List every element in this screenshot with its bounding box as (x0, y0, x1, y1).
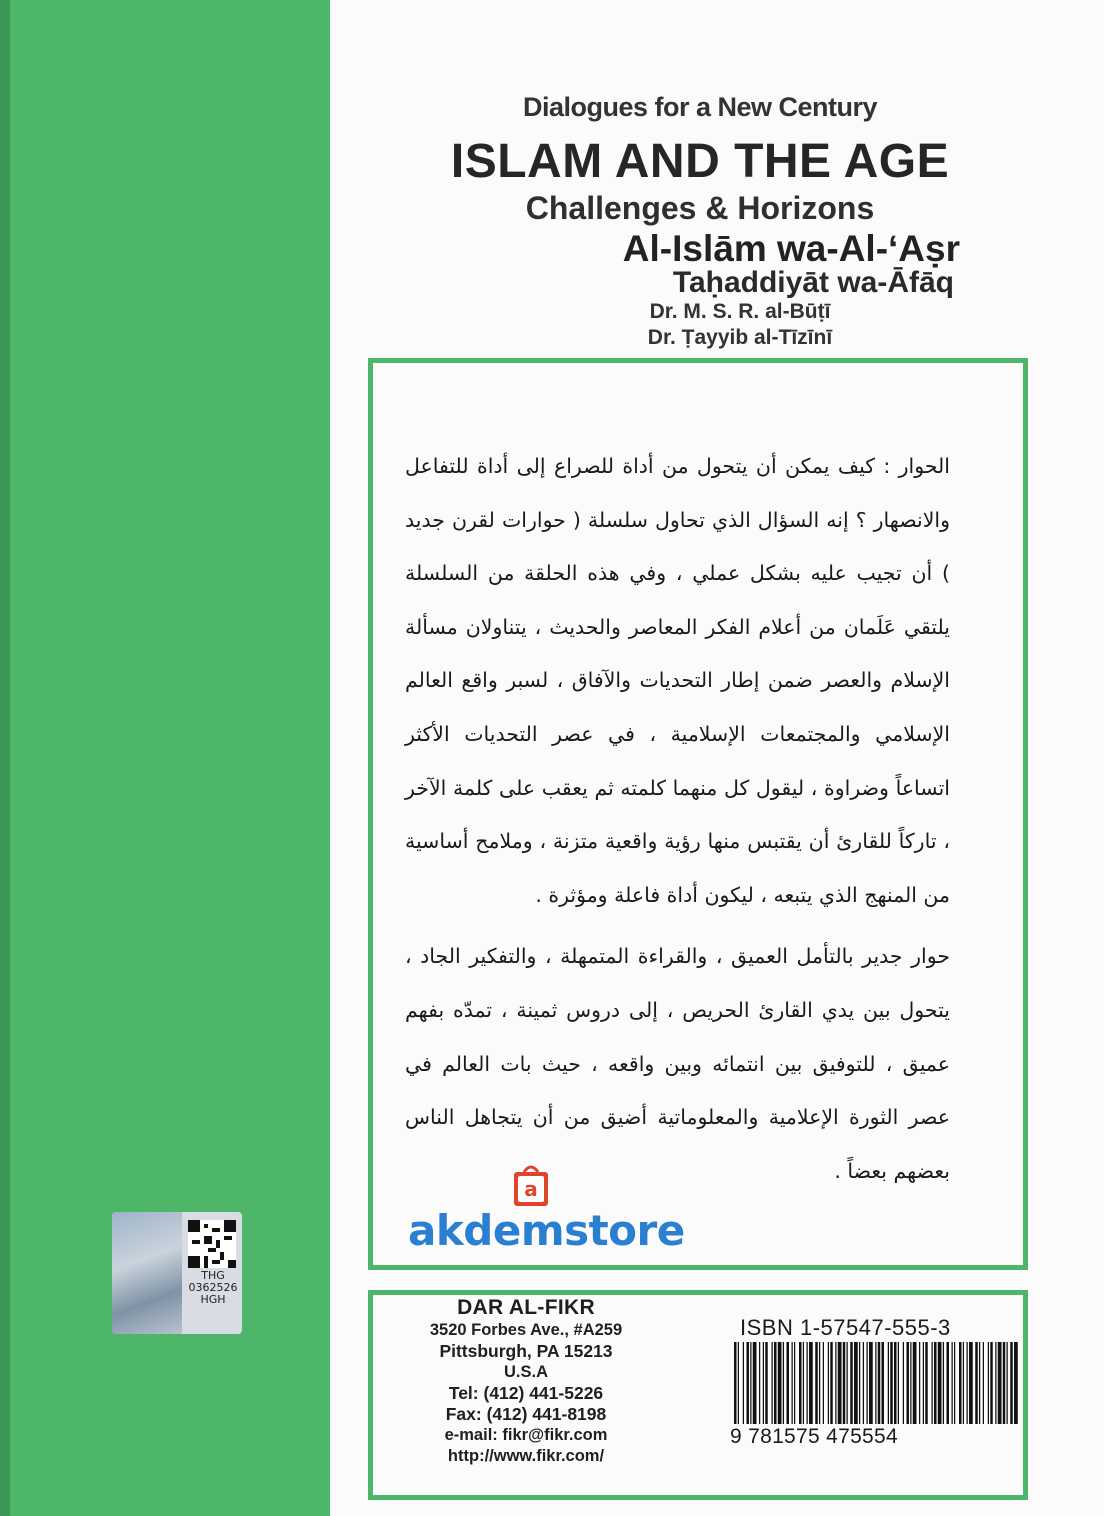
barcode-bar (867, 1342, 868, 1424)
barcode-bar (983, 1342, 984, 1424)
barcode-bar (843, 1342, 846, 1424)
barcode-bar (794, 1342, 795, 1424)
barcode-bar (998, 1342, 1002, 1424)
sticker-code: THG 0362526 HGH (188, 1269, 238, 1306)
barcode-bar (823, 1342, 824, 1424)
barcode-bar (830, 1342, 833, 1424)
logo-letter: a (524, 1177, 538, 1201)
arabic-blurb (405, 440, 950, 1198)
publisher-website: http://www.fikr.com/ (447, 1447, 605, 1465)
publisher-fax: Fax: (412) 441-8198 (445, 1404, 607, 1424)
isbn-label: ISBN 1-57547-555-3 (740, 1315, 951, 1340)
barcode-bar (952, 1342, 953, 1424)
barcode-bar (995, 1342, 996, 1424)
barcode-bar (967, 1342, 968, 1424)
barcode-bar (1003, 1342, 1006, 1424)
barcode-bar (943, 1342, 944, 1424)
barcode-bar (774, 1342, 777, 1424)
blurb-paragraph-1: الحوار : كيف يمكن أن يتحول من أداة للصراع إلى أداة للتفاعل والانصهار ؟ إنه السؤال الذي تحاول سلسلة ( حوارات لقرن جديد ) أن تجيب عليه بشكل عملي ، وفي هذه الحلقة من السلسلة يلتقي عَلَمان من أعلام الفكر المعاصر والحديث ، يتناولان مسألة الإسلام والعصر ضمن إطار التحديات والآفاق ، لسبر واقع العالم الإسلامي والمجتمعات الإسلامية ، في عصر التحديات الأكثر اتساعاً وضراوة ، ليقول كل منهما كلمته ثم يعقب على كلمة الآخر ، تاركاً للقارئ أن يقتبس منها رؤية واقعية متزنة ، وملامح أساسية من المنهج الذي يتبعه ، ليكون أداة فاعلة ومؤثرة . (405, 454, 950, 907)
publisher-address-1: 3520 Forbes Ave., #A259 (429, 1321, 623, 1339)
barcode-bar (875, 1342, 876, 1424)
barcode-bar (738, 1342, 739, 1424)
barcode-bar (838, 1342, 842, 1424)
barcode-bar (747, 1342, 750, 1424)
barcode-bar (750, 1342, 751, 1424)
publisher-email: e-mail: fikr@fikr.com (444, 1426, 608, 1444)
barcode-bar (792, 1342, 793, 1424)
barcode-bar (799, 1342, 802, 1424)
barcode-bar (947, 1342, 950, 1424)
scan-edge (0, 0, 10, 1516)
publisher-info (396, 1296, 656, 1467)
barcode-bar (903, 1342, 904, 1424)
barcode-bar (778, 1342, 782, 1424)
barcode-bar (815, 1342, 818, 1424)
barcode-bar (954, 1342, 955, 1424)
barcode-bar (1014, 1342, 1018, 1424)
price-sticker (112, 1212, 242, 1334)
shopping-bag-icon (510, 1160, 552, 1210)
publisher-name: DAR AL-FIKR (457, 1296, 595, 1319)
barcode-bar (898, 1342, 899, 1424)
transliterated-subtitle: Taḥaddiyāt wa-Āfāq (672, 266, 954, 299)
barcode-bar (963, 1342, 964, 1424)
barcode-bar (910, 1342, 911, 1424)
barcode-bar (975, 1342, 978, 1424)
barcode-bar (787, 1342, 790, 1424)
author-2: Dr. Ṭayyib al-Tīzīnī (647, 326, 833, 349)
barcode-bar (847, 1342, 848, 1424)
barcode-bar (988, 1342, 989, 1424)
store-watermark (408, 1160, 685, 1260)
barcode-bar (894, 1342, 897, 1424)
barcode-bar (759, 1342, 760, 1424)
barcode-bar (743, 1342, 744, 1424)
barcode-bar (913, 1342, 917, 1424)
barcode-bar (783, 1342, 784, 1424)
barcode-bar (990, 1342, 993, 1424)
barcode-bar (979, 1342, 980, 1424)
barcode-bar (919, 1342, 920, 1424)
blurb-paragraph-2: حوار جدير بالتأمل العميق ، والقراءة المتمهلة ، والتفكير الجاد ، يتحول بين يدي القارئ الحريص ، إلى دروس ثمينة ، تمدّه بفهم عميق ، للتوفيق بين انتمائه وبين واقعه ، حيث بات العالم في عصر الثورة الإعلامية والمعلوماتية أضيق من أن يتجاهل الناس بعضهم بعضاً . (405, 944, 950, 1183)
barcode-bar (803, 1342, 804, 1424)
barcode-bar (932, 1342, 933, 1424)
barcode-bar (835, 1342, 836, 1424)
barcode-bar (938, 1342, 942, 1424)
barcode-bar (854, 1342, 858, 1424)
publisher-tel: Tel: (412) 441-5226 (448, 1383, 604, 1403)
barcode-bar (763, 1342, 764, 1424)
barcode-bar (969, 1342, 973, 1424)
barcode-bar (1007, 1342, 1008, 1424)
barcode-bar (863, 1342, 864, 1424)
author-1: Dr. M. S. R. al-Būṭī (649, 300, 831, 323)
barcode-bar (819, 1342, 820, 1424)
barcode-bar (859, 1342, 860, 1424)
barcode-bar (923, 1342, 924, 1424)
barcode-bar (753, 1342, 757, 1424)
barcode-bar (890, 1342, 893, 1424)
barcode-bar (869, 1342, 873, 1424)
barcode-bar (959, 1342, 962, 1424)
barcode-bar (878, 1342, 881, 1424)
barcode-bar (907, 1342, 910, 1424)
store-name (408, 1206, 685, 1255)
barcode-bar (925, 1342, 928, 1424)
barcode-bar (934, 1342, 937, 1424)
store-name-text: akdemstore (408, 1206, 685, 1255)
barcode-icon (734, 1342, 1019, 1424)
barcode-bar (807, 1342, 808, 1424)
barcode-bar (888, 1342, 889, 1424)
barcode-bar (765, 1342, 768, 1424)
series-title: Dialogues for a New Century (522, 92, 878, 122)
book-subtitle: Challenges & Horizons (525, 190, 875, 226)
barcode-bar (809, 1342, 813, 1424)
barcode-number: 9 781575 475554 (730, 1425, 898, 1448)
barcode-bar (1010, 1342, 1013, 1424)
qr-code-icon (188, 1220, 236, 1268)
publisher-address-2: Pittsburgh, PA 15213 (439, 1341, 613, 1361)
barcode-bar (882, 1342, 885, 1424)
publisher-country: U.S.A (503, 1363, 548, 1381)
barcode-bar (734, 1342, 737, 1424)
hologram (112, 1212, 182, 1334)
barcode-bar (772, 1342, 773, 1424)
barcode-bar (850, 1342, 853, 1424)
barcode-bar (828, 1342, 829, 1424)
green-spine-band (0, 0, 330, 1516)
book-title: ISLAM AND THE AGE (450, 135, 950, 188)
transliterated-title: Al-Islām wa-Al-‘Aṣr (622, 228, 960, 269)
